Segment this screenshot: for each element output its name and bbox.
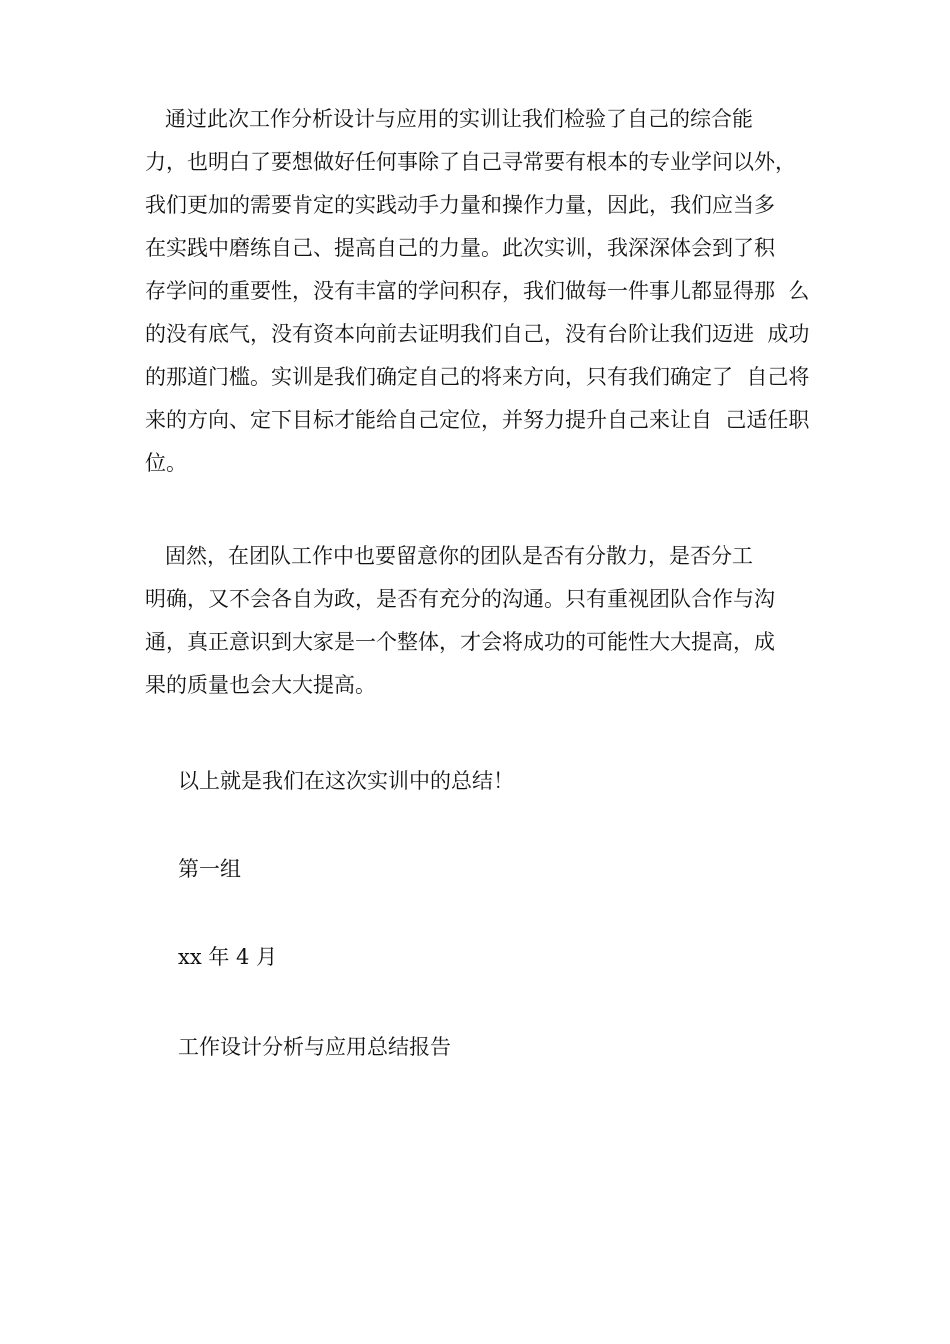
paragraph-2-line-2: 明确，又不会各自为政，是否有充分的沟通。只有重视团队合作与沟 — [145, 587, 775, 611]
paragraph-1 — [145, 98, 809, 485]
paragraph-1-line-9: 位。 — [145, 451, 187, 475]
paragraph-1-line-3: 我们更加的需要肯定的实践动手力量和操作力量，因此，我们应当多 — [145, 193, 775, 217]
paragraph-1-line-5: 存学问的重要性，没有丰富的学问积存，我们做每一件事儿都显得那 么 — [145, 279, 810, 303]
group-name: 第一组 — [178, 857, 241, 881]
paragraph-1-line-8: 来的方向、定下目标才能给自己定位，并努力提升自己来让自 己适任职 — [145, 408, 810, 432]
paragraph-1-line-6: 的没有底气，没有资本向前去证明我们自己，没有台阶让我们迈进 成功 — [145, 322, 810, 346]
paragraph-2-line-4: 果的质量也会大大提高。 — [145, 673, 376, 697]
paragraph-1-line-4: 在实践中磨练自己、提高自己的力量。此次实训，我深深体会到了积 — [145, 236, 775, 260]
paragraph-2-line-3: 通，真正意识到大家是一个整体，才会将成功的可能性大大提高，成 — [145, 630, 775, 654]
paragraph-1-line-2: 力，也明白了要想做好任何事除了自己寻常要有根本的专业学问以外， — [145, 150, 796, 174]
paragraph-1-line-1: 通过此次工作分析设计与应用的实训让我们检验了自己的综合能 — [145, 107, 754, 131]
report-title: 工作设计分析与应用总结报告 — [178, 1035, 451, 1059]
paragraph-1-line-7: 的那道门槛。实训是我们确定自己的将来方向，只有我们确定了 自己将 — [145, 365, 810, 389]
paragraph-2 — [145, 535, 775, 707]
conclusion-line: 以上就是我们在这次实训中的总结！ — [178, 769, 514, 793]
paragraph-2-line-1: 固然，在团队工作中也要留意你的团队是否有分散力，是否分工 — [145, 544, 754, 568]
report-date: xx 年 4 月 — [178, 945, 278, 969]
